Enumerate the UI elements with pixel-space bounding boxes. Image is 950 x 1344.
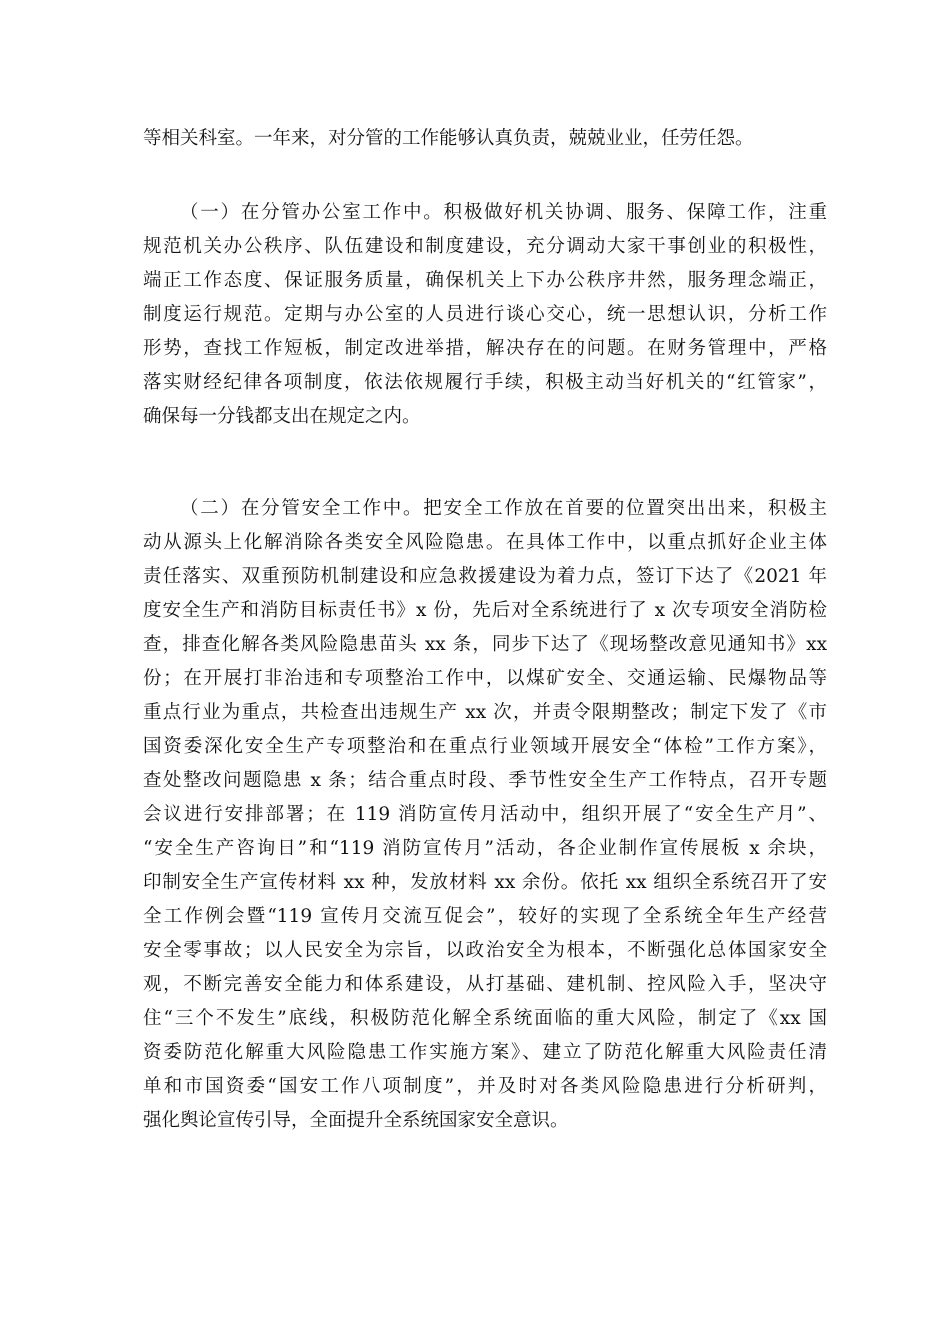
text-line: 观，不断完善安全能力和体系建设，从打基础、建机制、控风险入手，坚决守 (143, 974, 827, 995)
text-line: 度安全生产和消防目标责任书》x 份，先后对全系统进行了 x 次专项安全消防检 (143, 600, 827, 621)
paragraph-office-work (143, 196, 827, 434)
text-line: 单和市国资委“国安工作八项制度”，并及时对各类风险隐患进行分析研判， (143, 1076, 827, 1097)
text-line: 印制安全生产宣传材料 xx 种，发放材料 xx 余份。依托 xx 组织全系统召开了安 (143, 872, 827, 893)
paragraph-intro (143, 122, 827, 156)
text-line: 国资委深化安全生产专项整治和在重点行业领域开展安全“体检”工作方案》， (143, 736, 827, 757)
text-line: 查，排查化解各类风险隐患苗头 xx 条，同步下达了《现场整改意见通知书》xx (143, 634, 827, 655)
text-line: 重点行业为重点，共检查出违规生产 xx 次，并责令限期整改；制定下发了《市 (143, 702, 827, 723)
text-line: 形势，查找工作短板，制定改进举措，解决存在的问题。在财务管理中，严格 (143, 338, 827, 359)
text-line: 规范机关办公秩序、队伍建设和制度建设，充分调动大家干事创业的积极性， (143, 236, 827, 257)
text-line: 制度运行规范。定期与办公室的人员进行谈心交心，统一思想认识，分析工作 (143, 304, 827, 325)
text-line: 强化舆论宣传引导，全面提升全系统国家安全意识。 (143, 1110, 569, 1131)
text-line: 安全零事故；以人民安全为宗旨，以政治安全为根本，不断强化总体国家安全 (143, 940, 827, 961)
text-line: 会议进行安排部署；在 119 消防宣传月活动中，组织开展了“安全生产月”、 (143, 804, 827, 825)
paragraph-safety-work (143, 492, 827, 1138)
text-line: “安全生产咨询日”和“119 消防宣传月”活动，各企业制作宣传展板 x 余块， (143, 838, 827, 859)
text-line: （二）在分管安全工作中。把安全工作放在首要的位置突出出来，积极主 (180, 498, 827, 519)
text-line: 全工作例会暨“119 宣传月交流互促会”，较好的实现了全系统全年生产经营 (143, 906, 827, 927)
text-line: 动从源头上化解消除各类安全风险隐患。在具体工作中，以重点抓好企业主体 (143, 532, 827, 553)
text-line: 责任落实、双重预防机制建设和应急救援建设为着力点，签订下达了《2021 年 (143, 566, 827, 587)
text-line: 落实财经纪律各项制度，依法依规履行手续，积极主动当好机关的“红管家”， (143, 372, 827, 393)
text-line: 等相关科室。一年来，对分管的工作能够认真负责，兢兢业业，任劳任怨。 (143, 128, 754, 149)
text-line: （一）在分管办公室工作中。积极做好机关协调、服务、保障工作，注重 (180, 202, 827, 223)
text-line: 份；在开展打非治违和专项整治工作中，以煤矿安全、交通运输、民爆物品等 (143, 668, 827, 689)
text-line: 查处整改问题隐患 x 条；结合重点时段、季节性安全生产工作特点，召开专题 (143, 770, 827, 791)
text-line: 住“三个不发生”底线，积极防范化解全系统面临的重大风险，制定了《xx 国 (143, 1008, 827, 1029)
text-line: 确保每一分钱都支出在规定之内。 (143, 406, 421, 427)
text-line: 资委防范化解重大风险隐患工作实施方案》、建立了防范化解重大风险责任清 (143, 1042, 827, 1063)
text-line: 端正工作态度、保证服务质量，确保机关上下办公秩序井然，服务理念端正， (143, 270, 827, 291)
